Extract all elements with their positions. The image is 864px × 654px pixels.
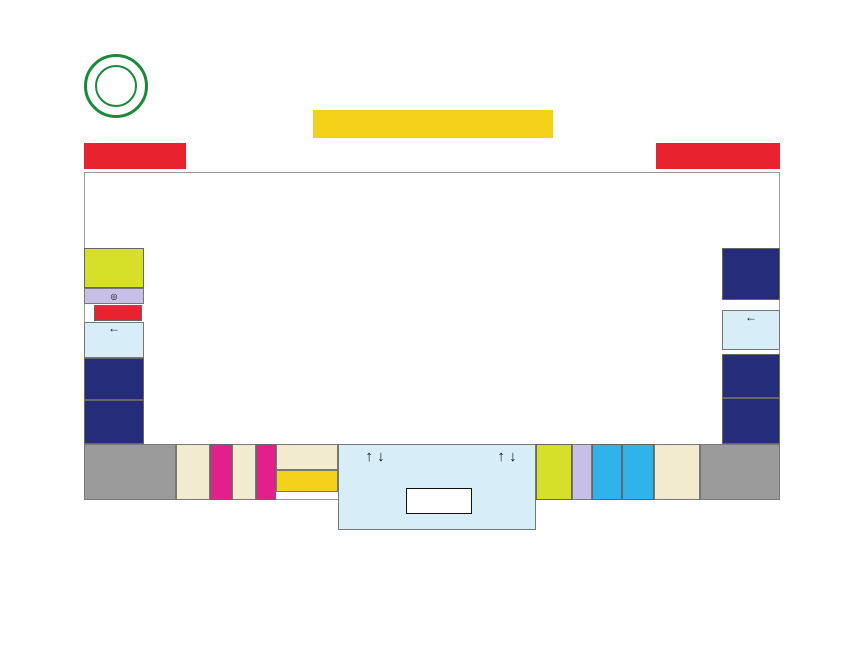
stalls-range-badge [656,143,780,169]
atm [276,470,338,492]
stall-93[interactable] [622,444,654,500]
stall-111[interactable] [722,354,780,398]
ahu-room-right [654,444,700,500]
logo-inner-circle [95,65,137,107]
stall-99[interactable] [84,358,144,400]
stall-98[interactable] [84,400,144,444]
towards-hall-1 [722,310,780,350]
ahu-room-left [176,444,210,500]
arrow-updown-icon: ↑ ↓ [497,448,517,465]
stairs-left: ◎ [84,288,144,304]
stall-96[interactable] [256,444,276,500]
arrow-left-icon: ← [108,321,120,335]
pvpa-logo [84,54,148,118]
rest-area-right [700,444,780,500]
main-reception [406,488,472,514]
event-dates [313,110,553,138]
locked-store [276,444,338,470]
rest-area-left [84,444,176,500]
stairs-bottom [572,444,592,500]
stall-112[interactable] [722,248,780,300]
entry-right [482,450,532,464]
entry-left [350,450,400,464]
hall-badge [84,143,186,169]
arrow-left-icon: ← [745,310,757,324]
stall-110[interactable] [722,398,780,444]
stall-100[interactable] [94,305,142,321]
stall-97[interactable] [210,444,232,500]
towards-hall-3 [84,322,144,358]
cargo-gate [232,444,256,500]
stall-94[interactable] [592,444,622,500]
stall-95[interactable] [536,444,572,500]
stall-122[interactable] [84,248,144,288]
arrow-updown-icon: ↑ ↓ [365,448,385,465]
